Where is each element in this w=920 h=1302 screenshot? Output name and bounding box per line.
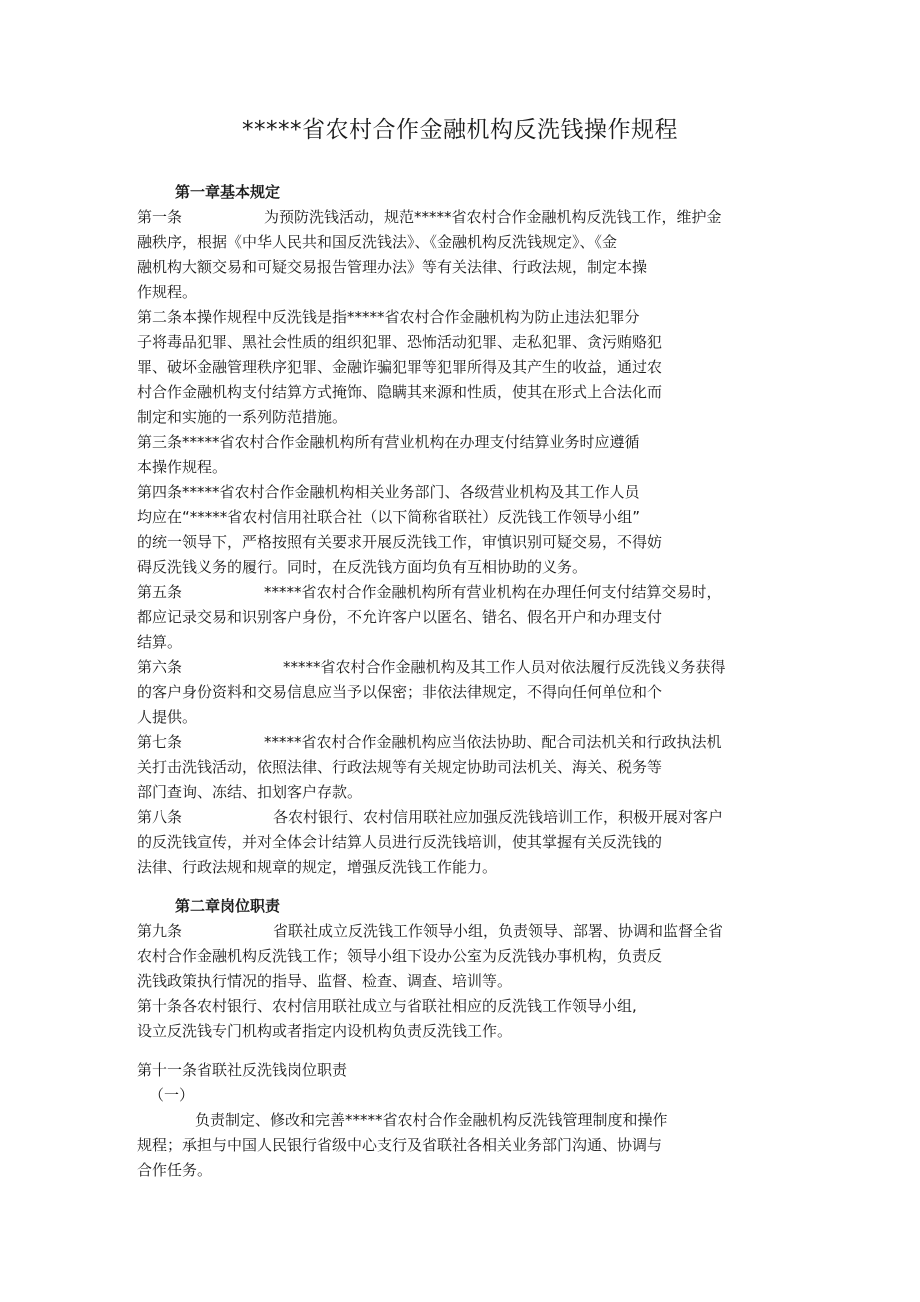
article-11-line-3: 规程；承担与中国人民银行省级中心支行及省联社各相关业务部门沟通、协调与: [137, 1136, 663, 1154]
article-1-line-1: [137, 205, 797, 230]
article-10-line-2: 设立反洗钱专门机构或者指定内设机构负责反洗钱工作。: [137, 1022, 513, 1040]
article-4-line-2: 均应在“*****省农村信用社联合社（以下简称省联社）反洗钱工作领导小组”: [137, 508, 641, 526]
article-9-text-1: 省联社成立反洗钱工作领导小组，负责领导、部署、协调和监督全省: [273, 922, 724, 940]
article-2-line-3: 罪、破坏金融管理秩序犯罪、金融诈骗犯罪等犯罪所得及其产生的收益，通过农: [137, 358, 663, 376]
article-4-line-3: 的统一领导下，严格按照有关要求开展反洗钱工作，审慎识别可疑交易，不得妨: [137, 533, 663, 551]
article-1-line-3: 融机构大额交易和可疑交易报告管理办法》等有关法律、行政法规，制定本操: [137, 258, 648, 276]
chapter-2-heading: 第二章岗位职责: [175, 897, 281, 915]
article-5-line-1: [137, 580, 797, 605]
spacer: [137, 880, 797, 894]
article-2-line-5: 制定和实施的一系列防范措施。: [137, 408, 348, 426]
article-1-label: 第一条: [137, 208, 183, 226]
article-2-line-1: 第二条本操作规程中反洗钱是指*****省农村合作金融机构为防止违法犯罪分: [137, 308, 640, 326]
article-9-line-3: 洗钱政策执行情况的指导、监督、检查、调查、培训等。: [137, 972, 513, 990]
article-7-label: 第七条: [137, 733, 183, 751]
article-1-line-2: 融秩序，根据《中华人民共和国反洗钱法》、《金融机构反洗钱规定》、《金: [137, 233, 618, 251]
article-6-text-1: *****省农村合作金融机构及其工作人员对依法履行反洗钱义务获得: [283, 658, 726, 676]
article-8-text-1: 各农村银行、农村信用联社应加强反洗钱培训工作，积极开展对客户: [273, 808, 724, 826]
article-6-line-2: 的客户身份资料和交易信息应当予以保密；非依法律规定，不得向任何单位和个: [137, 683, 663, 701]
article-9-line-1: [137, 919, 797, 944]
article-8-label: 第八条: [137, 808, 183, 826]
article-1-text-1: 为预防洗钱活动，规范*****省农村合作金融机构反洗钱工作，维护金: [264, 208, 722, 226]
article-5-line-2: 都应记录交易和识别客户身份，不允许客户以匿名、错名、假名开户和办理支付: [137, 608, 663, 626]
article-4-line-4: 碍反洗钱义务的履行。同时，在反洗钱方面均负有互相协助的义务。: [137, 558, 588, 576]
chapter-1-heading: 第一章基本规定: [175, 183, 281, 201]
article-9-label: 第九条: [137, 922, 183, 940]
article-11-item-number: （一）: [149, 1086, 195, 1104]
article-8-line-2: 的反洗钱宣传，并对全体会计结算人员进行反洗钱培训，使其掌握有关反洗钱的: [137, 833, 663, 851]
article-1-line-4: 作规程。: [137, 283, 198, 301]
article-11-line-4: 合作任务。: [137, 1161, 213, 1179]
article-3-line-1: 第三条*****省农村合作金融机构所有营业机构在办理支付结算业务时应遵循: [137, 433, 640, 451]
spacer: [137, 1044, 797, 1058]
article-8-line-3: 法律、行政法规和规章的规定，增强反洗钱工作能力。: [137, 858, 498, 876]
document-title: *****省农村合作金融机构反洗钱操作规程: [242, 117, 678, 143]
article-8-line-1: [137, 805, 797, 830]
article-9-line-2: 农村合作金融机构反洗钱工作；领导小组下设办公室为反洗钱办事机构，负责反: [137, 947, 663, 965]
article-7-line-2: 关打击洗钱活动，依照法律、行政法规等有关规定协助司法机关、海关、税务等: [137, 758, 663, 776]
document-body: [137, 180, 797, 1183]
article-6-label: 第六条: [137, 658, 183, 676]
article-5-label: 第五条: [137, 583, 183, 601]
article-2-line-4: 村合作金融机构支付结算方式掩饰、隐瞒其来源和性质，使其在形式上合法化而: [137, 383, 663, 401]
article-10-line-1: 第十条各农村银行、农村信用联社成立与省联社相应的反洗钱工作领导小组,: [137, 997, 637, 1015]
article-5-line-3: 结算。: [137, 633, 183, 651]
article-6-line-1: [137, 655, 797, 680]
article-2-line-2: 子将毒品犯罪、黑社会性质的组织犯罪、恐怖活动犯罪、走私犯罪、贪污贿赂犯: [137, 333, 663, 351]
article-11-heading: 第十一条省联社反洗钱岗位职责: [137, 1061, 348, 1079]
article-11-line-2: 负责制定、修改和完善*****省农村合作金融机构反洗钱管理制度和操作: [195, 1111, 668, 1129]
article-7-line-3: 部门查询、冻结、扣划客户存款。: [137, 783, 363, 801]
article-7-line-1: [137, 730, 797, 755]
article-4-line-1: 第四条*****省农村合作金融机构相关业务部门、各级营业机构及其工作人员: [137, 483, 640, 501]
article-7-text-1: *****省农村合作金融机构应当依法协助、配合司法机关和行政执法机: [264, 733, 722, 751]
article-6-line-3: 人提供。: [137, 708, 198, 726]
article-5-text-1: *****省农村合作金融机构所有营业机构在办理任何支付结算交易时，: [264, 583, 722, 601]
article-3-line-2: 本操作规程。: [137, 458, 228, 476]
